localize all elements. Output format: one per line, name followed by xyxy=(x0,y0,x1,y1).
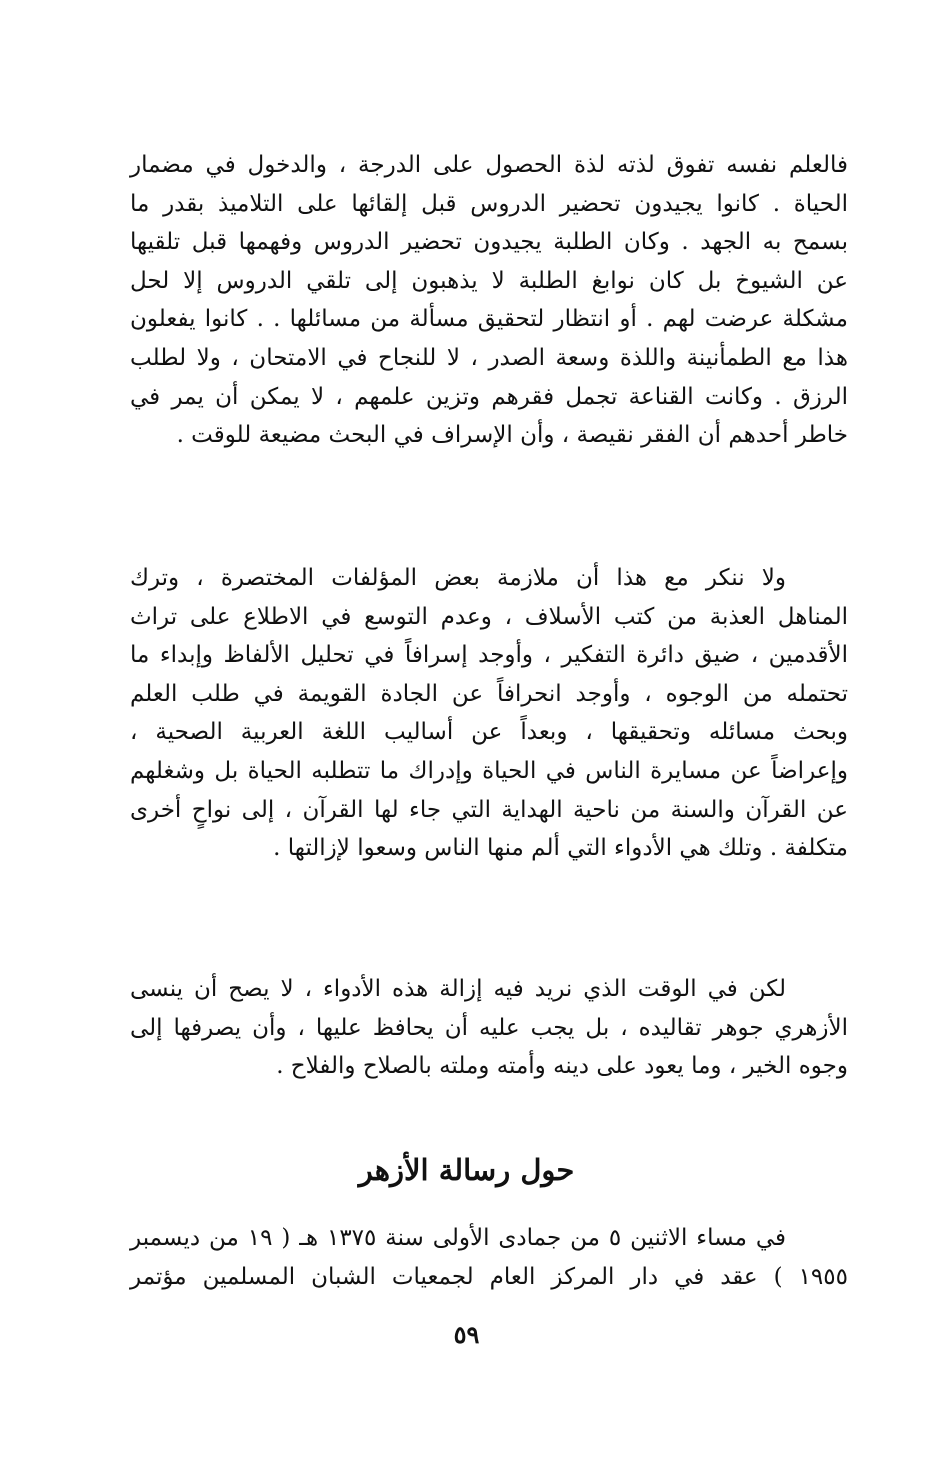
paragraph-2 xyxy=(130,559,848,868)
text-line: وبحث مسائله وتحقيقها ، وبعداً عن أساليب اللغة العربية الصحية ، xyxy=(130,719,848,746)
section-heading: حول رسالة الأزهر xyxy=(358,1153,575,1187)
text-line: هذا مع الطمأنينة واللذة وسعة الصدر ، لا للنجاح في الامتحان ، ولا لطلب xyxy=(130,344,848,371)
text-line: ١٩٥٥ ) عقد في دار المركز العام لجمعيات الشبان المسلمين مؤتمر xyxy=(130,1263,848,1290)
paragraph-4 xyxy=(130,1219,848,1296)
text-line: مشكلة عرضت لهم . أو انتظار لتحقيق مسألة من مسائلها . . كانوا يفعلون xyxy=(130,306,848,333)
text-line: الرزق . وكانت القناعة تجمل فقرهم وتزين علمهم ، لا يمكن أن يمر في xyxy=(130,383,848,410)
text-line-first: لكن في الوقت الذي نريد فيه إزالة هذه الأدواء ، لا يصح أن ينسى xyxy=(130,976,786,1002)
text-line-last: وجوه الخير ، وما يعود على دينه وأمته وملته بالصلاح والفلاح . xyxy=(276,1053,848,1080)
text-line: تحتمله من الوجوه ، وأوجد انحرافاً عن الجادة القويمة في طلب العلم xyxy=(130,680,848,707)
text-line: الأقدمين ، ضيق دائرة التفكير ، وأوجد إسرافاً في تحليل الألفاظ وإبداء ما xyxy=(130,642,848,669)
paragraph-3 xyxy=(130,970,848,1086)
text-line-first: في مساء الاثنين ٥ من جمادى الأولى سنة ١٣٧٥ هـ ( ١٩ من ديسمبر xyxy=(130,1225,786,1251)
text-line: عن الشيوخ بل كان نوابغ الطلبة لا يذهبون إلى تلقي الدروس إلا لحل xyxy=(130,267,848,294)
text-line: فالعلم نفسه تفوق لذته لذة الحصول على الدرجة ، والدخول في مضمار xyxy=(130,152,848,178)
text-line-last: خاطر أحدهم أن الفقر نقيصة ، وأن الإسراف في البحث مضيعة للوقت . xyxy=(176,422,848,449)
text-line: المناهل العذبة من كتب الأسلاف ، وعدم التوسع في الاطلاع على تراث xyxy=(130,603,848,630)
text-line: الأزهري جوهر تقاليده ، بل يجب عليه أن يحافظ عليها ، وأن يصرفها إلى xyxy=(130,1014,848,1041)
text-line-first: ولا ننكر مع هذا أن ملازمة بعض المؤلفات المختصرة ، وترك xyxy=(130,565,786,591)
text-line: وإعراضاً عن مسايرة الناس في الحياة وإدراك ما تتطلبه الحياة بل وشغلهم xyxy=(130,757,848,784)
text-line: الحياة . كانوا يجيدون تحضير الدروس قبل إلقائها على التلاميذ بقدر ما xyxy=(130,190,848,217)
page-number: ٥٩ xyxy=(453,1320,480,1349)
text-line: عن القرآن والسنة من ناحية الهداية التي جاء لها القرآن ، إلى نواحٍ أخرى xyxy=(130,796,848,823)
text-line-last: متكلفة . وتلك هي الأدواء التي ألم منها الناس وسعوا لإزالتها . xyxy=(273,835,848,862)
paragraph-1 xyxy=(130,146,848,455)
text-line: بسمح به الجهد . وكان الطلبة يجيدون تحضير الدروس وفهمها قبل تلقيها xyxy=(130,229,848,256)
